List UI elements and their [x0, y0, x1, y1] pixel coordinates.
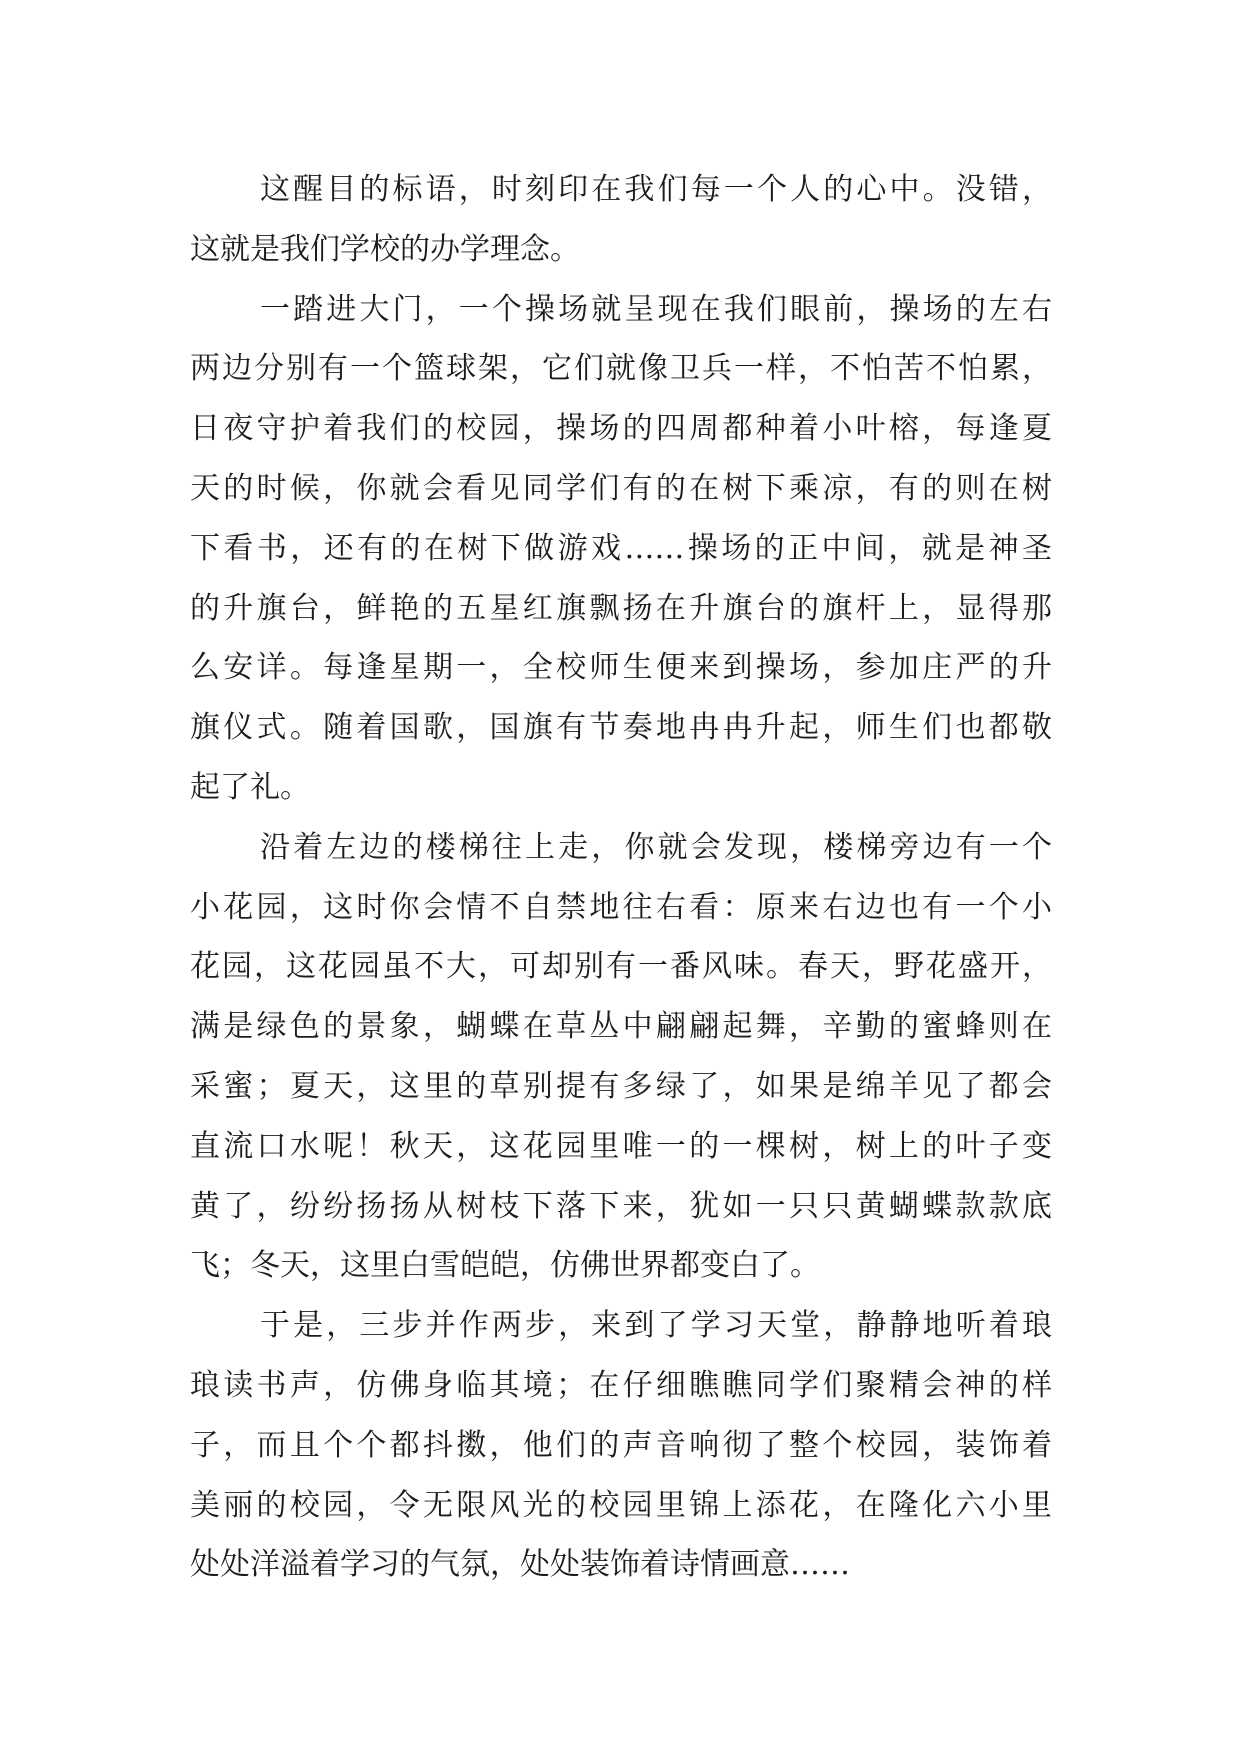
text-line: 一踏进大门，一个操场就呈现在我们眼前，操场的左右 — [260, 291, 1052, 327]
text-line: 日夜守护着我们的校园，操场的四周都种着小叶榕，每逢夏 — [190, 411, 1052, 447]
text-line: 采蜜；夏天，这里的草别提有多绿了，如果是绵羊见了都会 — [190, 1068, 1052, 1104]
paragraph — [190, 1296, 1052, 1595]
text-line: 飞；冬天，这里白雪皑皑，仿佛世界都变白了。 — [190, 1248, 820, 1284]
text-line: 两边分别有一个篮球架，它们就像卫兵一样，不怕苦不怕累， — [190, 351, 1052, 387]
text-line: 花园，这花园虽不大，可却别有一番风味。春天，野花盛开， — [190, 949, 1052, 985]
text-line: 小花园，这时你会情不自禁地往右看：原来右边也有一个小 — [190, 889, 1052, 925]
text-line: 么安详。每逢星期一，全校师生便来到操场，参加庄严的升 — [190, 650, 1052, 686]
text-line: 这就是我们学校的办学理念。 — [190, 231, 580, 267]
document-body — [190, 160, 1052, 1595]
text-line: 于是，三步并作两步，来到了学习天堂，静静地听着琅 — [260, 1308, 1052, 1344]
text-line: 下看书，还有的在树下做游戏……操场的正中间，就是神圣 — [190, 530, 1052, 566]
paragraph — [190, 818, 1052, 1296]
text-line: 直流口水呢！秋天，这花园里唯一的一棵树，树上的叶子变 — [190, 1128, 1052, 1164]
text-line: 旗仪式。随着国歌，国旗有节奏地冉冉升起，师生们也都敬 — [190, 710, 1052, 746]
text-line: 美丽的校园，令无限风光的校园里锦上添花，在隆化六小里 — [190, 1487, 1052, 1523]
text-line: 满是绿色的景象，蝴蝶在草丛中翩翩起舞，辛勤的蜜蜂则在 — [190, 1009, 1052, 1045]
text-line: 天的时候，你就会看见同学们有的在树下乘凉，有的则在树 — [190, 470, 1052, 506]
text-line: 黄了，纷纷扬扬从树枝下落下来，犹如一只只黄蝴蝶款款底 — [190, 1188, 1052, 1224]
text-line: 这醒目的标语，时刻印在我们每一个人的心中。没错， — [260, 172, 1052, 207]
text-line: 琅读书声，仿佛身临其境；在仔细瞧瞧同学们聚精会神的样 — [190, 1367, 1052, 1403]
paragraph — [190, 160, 1052, 280]
text-line: 沿着左边的楼梯往上走，你就会发现，楼梯旁边有一个 — [260, 829, 1052, 865]
text-line: 起了礼。 — [190, 769, 310, 805]
paragraph — [190, 280, 1052, 818]
text-line: 处处洋溢着学习的气氛，处处装饰着诗情画意…… — [190, 1547, 850, 1583]
text-line: 子，而且个个都抖擞，他们的声音响彻了整个校园，装饰着 — [190, 1427, 1052, 1463]
text-line: 的升旗台，鲜艳的五星红旗飘扬在升旗台的旗杆上，显得那 — [190, 590, 1052, 626]
